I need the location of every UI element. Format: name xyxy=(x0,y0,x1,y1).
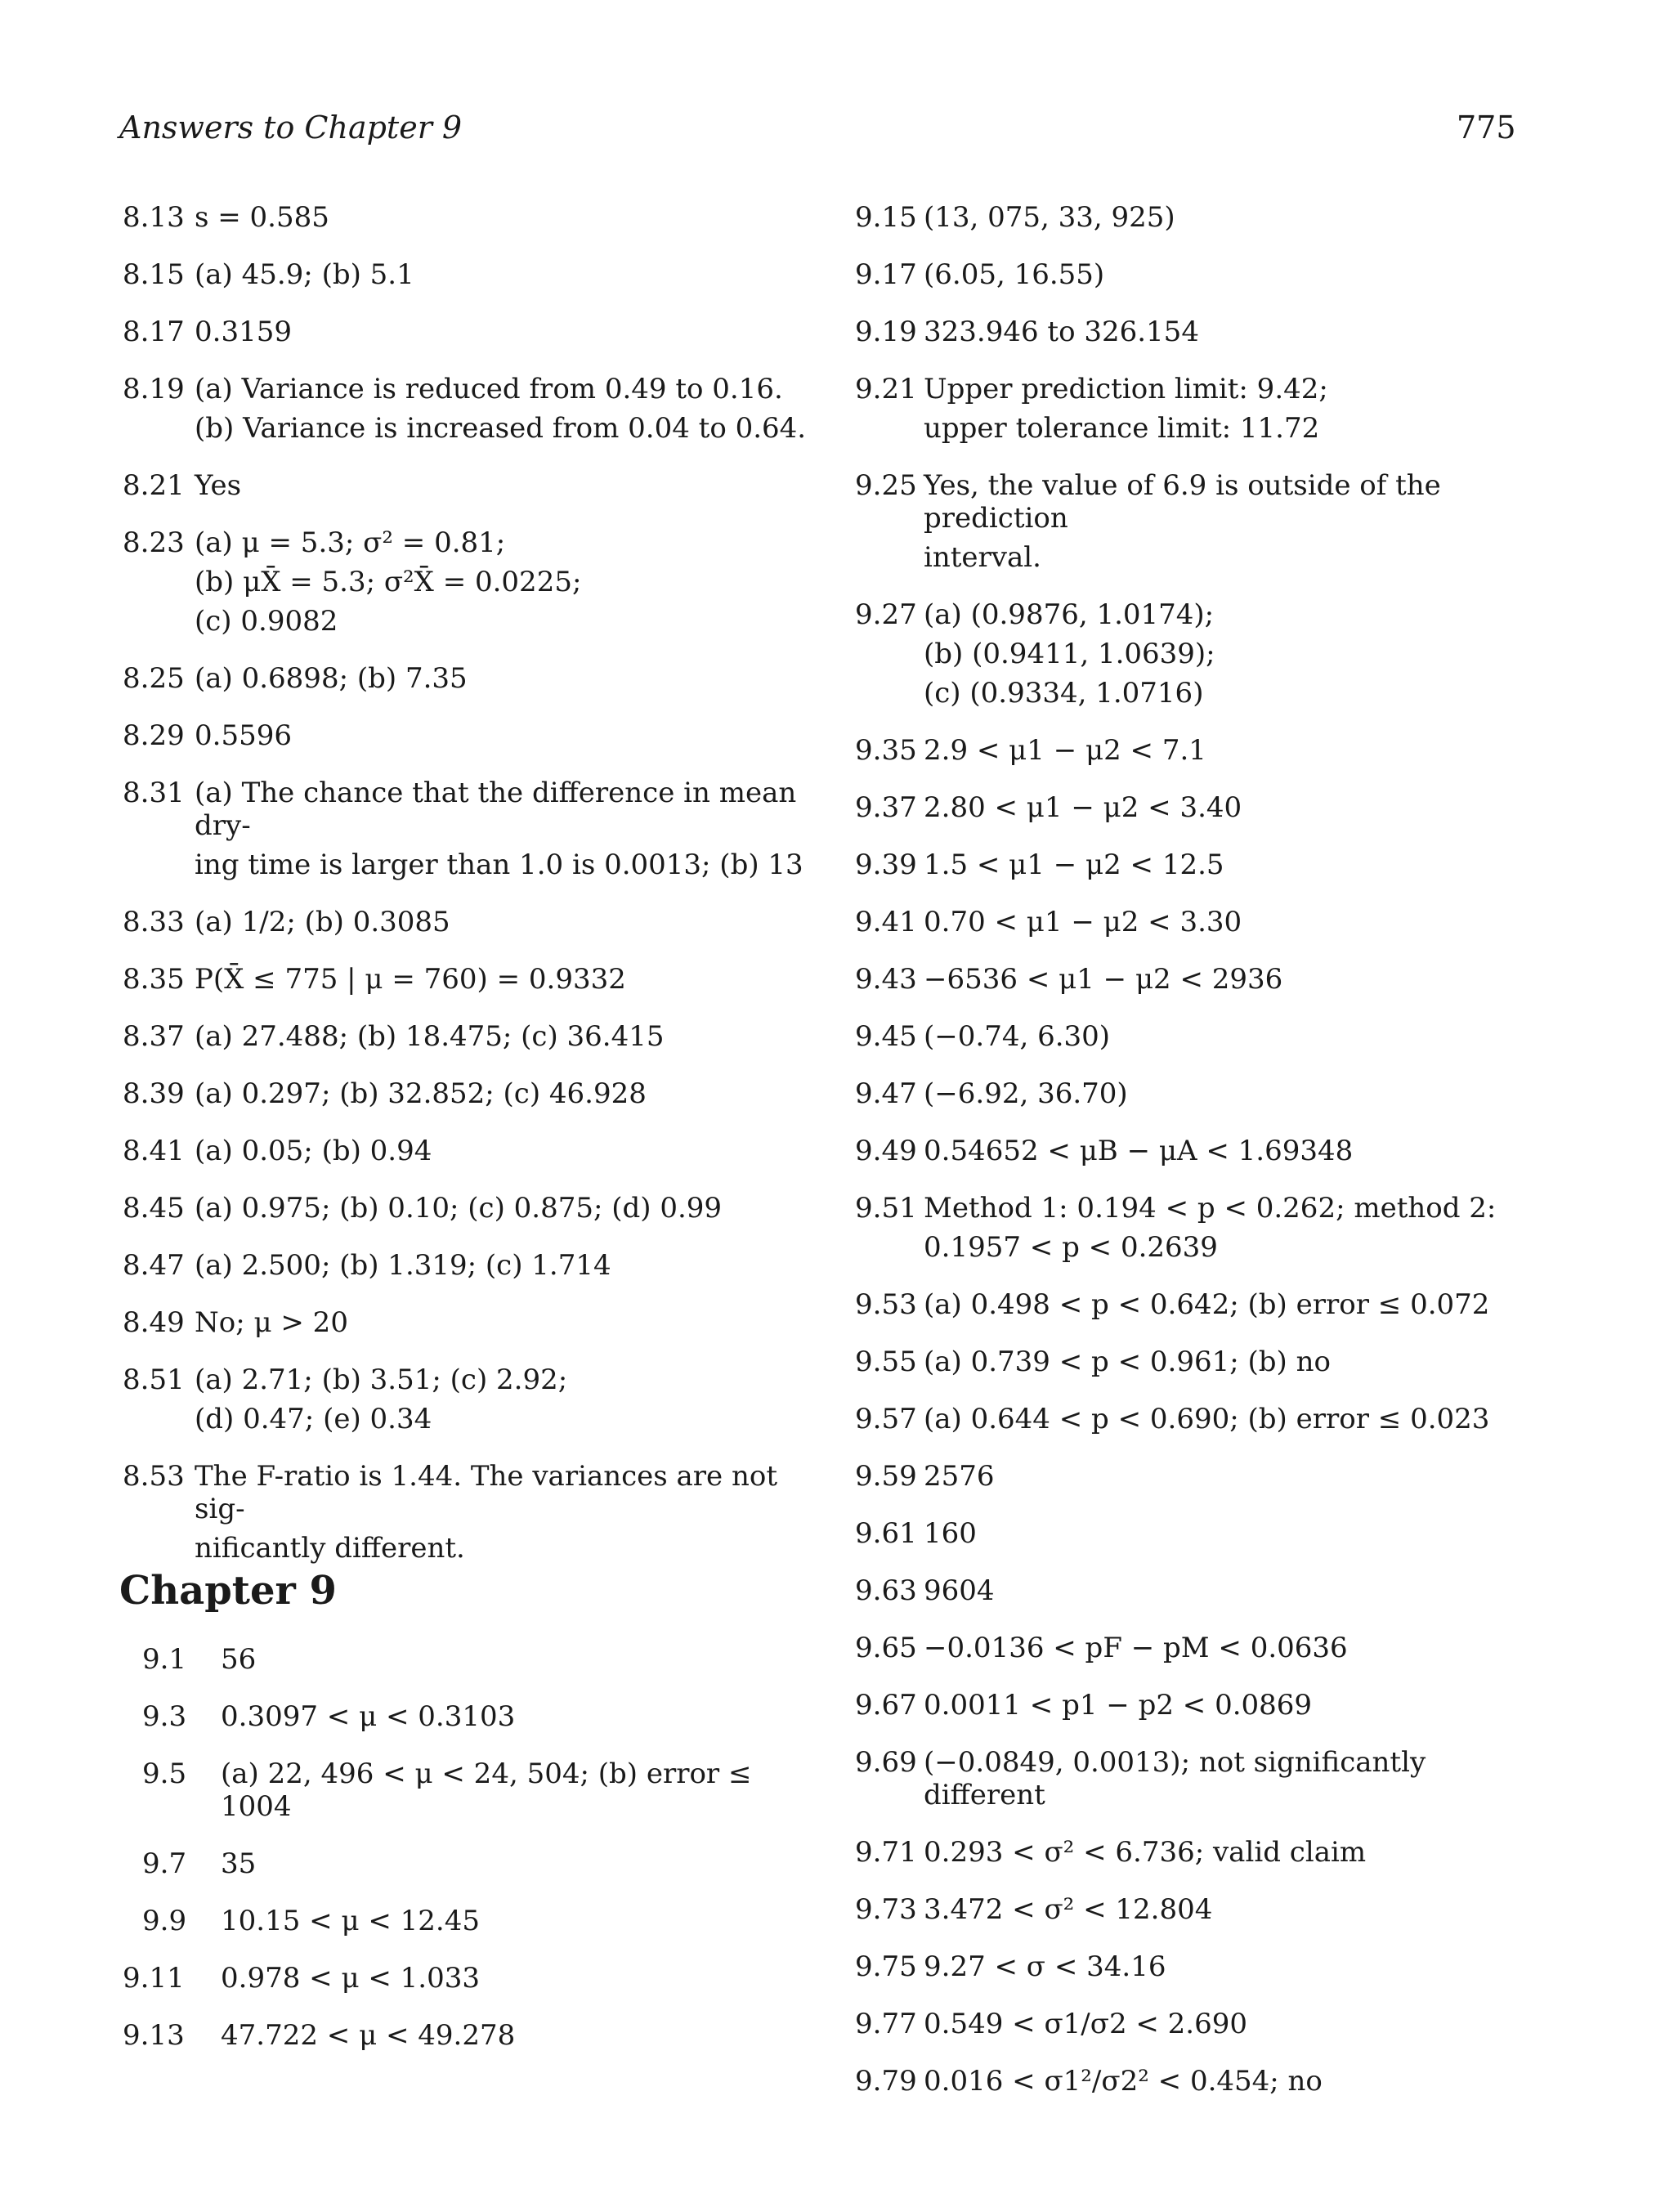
answer-entry xyxy=(855,791,1550,824)
answer-line: 0.0011 < p1 − p2 < 0.0869 xyxy=(924,1689,1313,1722)
answer-text xyxy=(195,1020,834,1053)
answer-line: 0.54652 < μB − μA < 1.69348 xyxy=(924,1135,1354,1167)
answer-entry xyxy=(123,1700,826,1733)
answer-entry xyxy=(855,1135,1550,1167)
answer-text xyxy=(924,1020,1550,1053)
answer-line: 160 xyxy=(924,1517,977,1550)
answer-line: (c) (0.9334, 1.0716) xyxy=(924,677,1204,710)
answer-entry xyxy=(855,1836,1550,1869)
page-number: 775 xyxy=(1457,110,1516,146)
answer-text xyxy=(924,849,1550,881)
right-column xyxy=(855,201,1550,2122)
answer-text xyxy=(221,1758,826,1823)
answer-line: 47.722 < μ < 49.278 xyxy=(221,2019,516,2052)
answer-line: −0.0136 < pF − pM < 0.0636 xyxy=(924,1632,1348,1664)
answer-text xyxy=(195,201,834,234)
answer-line: 9.27 < σ < 34.16 xyxy=(924,1950,1166,1983)
answer-line: 0.549 < σ1/σ2 < 2.690 xyxy=(924,2008,1248,2040)
exercise-number: 9.55 xyxy=(855,1346,917,1378)
answer-line: (c) 0.9082 xyxy=(195,605,338,638)
answer-line: Upper prediction limit: 9.42; xyxy=(924,373,1328,405)
answer-line: 1.5 < μ1 − μ2 < 12.5 xyxy=(924,849,1224,881)
answer-line: Method 1: 0.194 < p < 0.262; method 2: xyxy=(924,1192,1497,1225)
exercise-number: 9.11 xyxy=(123,1962,185,1995)
answer-text xyxy=(221,1905,826,1937)
answer-text xyxy=(924,373,1550,445)
answer-entry xyxy=(855,1077,1550,1110)
answer-entry xyxy=(123,526,834,638)
answer-line: (a) 0.297; (b) 32.852; (c) 46.928 xyxy=(195,1077,647,1110)
answer-entry xyxy=(123,1077,834,1110)
answer-entry xyxy=(123,1192,834,1225)
exercise-number: 9.43 xyxy=(855,963,917,996)
exercise-number: 8.21 xyxy=(123,469,185,502)
exercise-number: 8.47 xyxy=(123,1249,185,1282)
answer-line: P(X̄ ≤ 775 | μ = 760) = 0.9332 xyxy=(195,963,626,996)
left-column xyxy=(123,201,834,1589)
exercise-number: 9.13 xyxy=(123,2019,185,2052)
answer-line: (a) 27.488; (b) 18.475; (c) 36.415 xyxy=(195,1020,665,1053)
exercise-number: 8.45 xyxy=(123,1192,185,1225)
exercise-number: 9.7 xyxy=(142,1847,187,1880)
answer-text xyxy=(924,2008,1550,2040)
answer-line: (a) 0.05; (b) 0.94 xyxy=(195,1135,432,1167)
exercise-number: 9.73 xyxy=(855,1893,917,1926)
answer-text xyxy=(924,1893,1550,1926)
answer-text xyxy=(221,1847,826,1880)
answer-line: −6536 < μ1 − μ2 < 2936 xyxy=(924,963,1283,996)
answer-text xyxy=(924,1192,1550,1264)
exercise-number: 8.39 xyxy=(123,1077,185,1110)
answer-text xyxy=(924,1689,1550,1722)
answer-entry xyxy=(123,662,834,695)
answer-text xyxy=(195,777,834,881)
answer-text xyxy=(195,1135,834,1167)
answer-line: (a) The chance that the difference in mean dry- xyxy=(195,777,797,842)
exercise-number: 9.37 xyxy=(855,791,917,824)
answer-entry xyxy=(855,1460,1550,1493)
exercise-number: 8.33 xyxy=(123,906,185,938)
exercise-number: 8.41 xyxy=(123,1135,185,1167)
answer-line: 2.9 < μ1 − μ2 < 7.1 xyxy=(924,734,1206,767)
answer-text xyxy=(924,1288,1550,1321)
answer-line: upper tolerance limit: 11.72 xyxy=(924,412,1320,445)
answer-line: 35 xyxy=(221,1847,257,1880)
answer-entry xyxy=(123,777,834,881)
answer-text xyxy=(195,662,834,695)
answer-line: No; μ > 20 xyxy=(195,1306,348,1339)
exercise-number: 9.35 xyxy=(855,734,917,767)
chapter-9-entries xyxy=(123,1643,826,2076)
answer-text xyxy=(221,2019,826,2052)
answer-entry xyxy=(855,598,1550,710)
answer-line: (a) 2.71; (b) 3.51; (c) 2.92; xyxy=(195,1363,568,1396)
answer-line: Yes, the value of 6.9 is outside of the prediction xyxy=(924,469,1441,535)
answer-text xyxy=(924,201,1550,234)
answer-line: 56 xyxy=(221,1643,257,1676)
answer-line: (−0.0849, 0.0013); not significantly different xyxy=(924,1746,1426,1811)
answer-text xyxy=(195,1192,834,1225)
answer-text xyxy=(195,1363,834,1435)
exercise-number: 9.19 xyxy=(855,316,917,348)
exercise-number: 8.23 xyxy=(123,526,185,559)
answer-entry xyxy=(855,2008,1550,2040)
answer-entry xyxy=(123,1758,826,1823)
exercise-number: 9.71 xyxy=(855,1836,917,1869)
answer-line: (b) μX̄ = 5.3; σ²X̄ = 0.0225; xyxy=(195,566,582,598)
answer-text xyxy=(924,316,1550,348)
answer-line: (a) 0.975; (b) 0.10; (c) 0.875; (d) 0.99 xyxy=(195,1192,723,1225)
answer-entry xyxy=(855,849,1550,881)
exercise-number: 8.15 xyxy=(123,258,185,291)
exercise-number: 9.1 xyxy=(142,1643,187,1676)
answer-line: 0.293 < σ² < 6.736; valid claim xyxy=(924,1836,1367,1869)
exercise-number: 9.21 xyxy=(855,373,917,405)
exercise-number: 9.53 xyxy=(855,1288,917,1321)
answer-entry xyxy=(855,258,1550,291)
answer-text xyxy=(195,963,834,996)
answer-line: (6.05, 16.55) xyxy=(924,258,1105,291)
exercise-number: 9.69 xyxy=(855,1746,917,1779)
answer-line: 0.978 < μ < 1.033 xyxy=(221,1962,480,1995)
exercise-number: 8.19 xyxy=(123,373,185,405)
answer-line: The F-ratio is 1.44. The variances are not sig- xyxy=(195,1460,778,1525)
answer-entry xyxy=(123,906,834,938)
answer-text xyxy=(195,373,834,445)
exercise-number: 9.47 xyxy=(855,1077,917,1110)
exercise-number: 8.51 xyxy=(123,1363,185,1396)
answer-line: 2576 xyxy=(924,1460,995,1493)
exercise-number: 9.61 xyxy=(855,1517,917,1550)
answer-text xyxy=(924,1632,1550,1664)
answer-text xyxy=(195,1249,834,1282)
answer-line: 323.946 to 326.154 xyxy=(924,316,1199,348)
answer-entry xyxy=(123,1363,834,1435)
answer-text xyxy=(195,1306,834,1339)
answer-line: 0.016 < σ1²/σ2² < 0.454; no xyxy=(924,2065,1323,2098)
answer-line: (a) 1/2; (b) 0.3085 xyxy=(195,906,450,938)
answer-entry xyxy=(855,1020,1550,1053)
answer-line: 0.1957 < p < 0.2639 xyxy=(924,1231,1218,1264)
answer-entry xyxy=(855,201,1550,234)
answer-text xyxy=(924,1517,1550,1550)
exercise-number: 8.13 xyxy=(123,201,185,234)
answer-entry xyxy=(855,963,1550,996)
answer-line: (a) 0.739 < p < 0.961; (b) no xyxy=(924,1346,1331,1378)
exercise-number: 9.67 xyxy=(855,1689,917,1722)
exercise-number: 9.79 xyxy=(855,2065,917,2098)
answer-entry xyxy=(855,734,1550,767)
answer-text xyxy=(195,526,834,638)
exercise-number: 9.17 xyxy=(855,258,917,291)
answer-entry xyxy=(123,373,834,445)
answer-line: 0.3159 xyxy=(195,316,292,348)
answer-text xyxy=(924,1746,1550,1811)
answer-text xyxy=(221,1962,826,1995)
answer-entry xyxy=(123,1249,834,1282)
answer-line: 0.5596 xyxy=(195,719,292,752)
answer-line: (a) 0.6898; (b) 7.35 xyxy=(195,662,468,695)
answer-line: (a) 22, 496 < μ < 24, 504; (b) error ≤ 1004 xyxy=(221,1758,752,1823)
answer-line: (d) 0.47; (e) 0.34 xyxy=(195,1403,432,1435)
answer-line: (a) 45.9; (b) 5.1 xyxy=(195,258,414,291)
exercise-number: 9.59 xyxy=(855,1460,917,1493)
exercise-number: 8.35 xyxy=(123,963,185,996)
answer-text xyxy=(924,1836,1550,1869)
answer-line: (−6.92, 36.70) xyxy=(924,1077,1128,1110)
answer-line: (13, 075, 33, 925) xyxy=(924,201,1175,234)
answer-entry xyxy=(855,469,1550,574)
answer-text xyxy=(924,963,1550,996)
answer-text xyxy=(924,791,1550,824)
answer-entry xyxy=(855,2065,1550,2098)
exercise-number: 9.49 xyxy=(855,1135,917,1167)
answer-entry xyxy=(855,316,1550,348)
answer-line: (b) Variance is increased from 0.04 to 0.64. xyxy=(195,412,807,445)
exercise-number: 9.39 xyxy=(855,849,917,881)
exercise-number: 8.25 xyxy=(123,662,185,695)
answer-entry xyxy=(123,719,834,752)
exercise-number: 9.45 xyxy=(855,1020,917,1053)
answer-text xyxy=(924,906,1550,938)
answer-line: ing time is larger than 1.0 is 0.0013; (b) 13 xyxy=(195,849,803,881)
answer-line: (a) 0.644 < p < 0.690; (b) error ≤ 0.023 xyxy=(924,1403,1490,1435)
answer-entry xyxy=(855,1950,1550,1983)
answer-entry xyxy=(855,373,1550,445)
answer-entry xyxy=(855,1517,1550,1550)
exercise-number: 8.29 xyxy=(123,719,185,752)
answer-line: (−0.74, 6.30) xyxy=(924,1020,1111,1053)
answer-entry xyxy=(855,1689,1550,1722)
answer-entry xyxy=(123,1905,826,1937)
answer-text xyxy=(195,316,834,348)
answer-text xyxy=(195,1460,834,1565)
answer-text xyxy=(924,2065,1550,2098)
answer-entry xyxy=(123,258,834,291)
answer-line: 0.3097 < μ < 0.3103 xyxy=(221,1700,516,1733)
exercise-number: 8.49 xyxy=(123,1306,185,1339)
answer-line: (a) (0.9876, 1.0174); xyxy=(924,598,1215,631)
answer-text xyxy=(924,1077,1550,1110)
answer-entry xyxy=(123,201,834,234)
exercise-number: 9.15 xyxy=(855,201,917,234)
answer-entry xyxy=(123,1135,834,1167)
answer-entry xyxy=(123,1847,826,1880)
answer-line: (a) 2.500; (b) 1.319; (c) 1.714 xyxy=(195,1249,611,1282)
answer-entry xyxy=(123,1962,826,1995)
answer-entry xyxy=(855,1192,1550,1264)
exercise-number: 9.27 xyxy=(855,598,917,631)
running-title: Answers to Chapter 9 xyxy=(119,110,463,146)
answer-text xyxy=(924,1950,1550,1983)
answer-entry xyxy=(123,1460,834,1565)
answer-text xyxy=(195,258,834,291)
answer-text xyxy=(924,1403,1550,1435)
exercise-number: 9.3 xyxy=(142,1700,187,1733)
exercise-number: 9.63 xyxy=(855,1574,917,1607)
answer-text xyxy=(195,719,834,752)
answer-entry xyxy=(123,316,834,348)
answer-entry xyxy=(855,1632,1550,1664)
answer-entry xyxy=(855,1574,1550,1607)
answer-line: (a) Variance is reduced from 0.49 to 0.16. xyxy=(195,373,783,405)
exercise-number: 9.9 xyxy=(142,1905,187,1937)
answer-text xyxy=(924,258,1550,291)
answer-entry xyxy=(855,1893,1550,1926)
answer-line: nificantly different. xyxy=(195,1532,465,1565)
answer-text xyxy=(924,1346,1550,1378)
answer-line: 10.15 < μ < 12.45 xyxy=(221,1905,480,1937)
answer-entry xyxy=(855,906,1550,938)
chapter-heading: Chapter 9 xyxy=(119,1568,337,1614)
answer-text xyxy=(924,734,1550,767)
answer-text xyxy=(924,1574,1550,1607)
answer-entry xyxy=(123,2019,826,2052)
exercise-number: 9.77 xyxy=(855,2008,917,2040)
answer-entry xyxy=(855,1746,1550,1811)
answer-text xyxy=(924,1460,1550,1493)
exercise-number: 9.75 xyxy=(855,1950,917,1983)
exercise-number: 9.41 xyxy=(855,906,917,938)
exercise-number: 9.57 xyxy=(855,1403,917,1435)
answer-entry xyxy=(855,1288,1550,1321)
answer-text xyxy=(221,1700,826,1733)
answer-text xyxy=(195,906,834,938)
answer-entry xyxy=(123,1306,834,1339)
answer-text xyxy=(924,1135,1550,1167)
answer-line: s = 0.585 xyxy=(195,201,329,234)
answer-line: 2.80 < μ1 − μ2 < 3.40 xyxy=(924,791,1242,824)
exercise-number: 8.37 xyxy=(123,1020,185,1053)
answer-entry xyxy=(123,963,834,996)
answer-text xyxy=(195,1077,834,1110)
answer-line: (a) μ = 5.3; σ² = 0.81; xyxy=(195,526,506,559)
answer-line: 3.472 < σ² < 12.804 xyxy=(924,1893,1213,1926)
answer-text xyxy=(195,469,834,502)
answer-line: 9604 xyxy=(924,1574,995,1607)
exercise-number: 9.5 xyxy=(142,1758,187,1790)
answer-entry xyxy=(855,1403,1550,1435)
answer-text xyxy=(924,469,1550,574)
answer-text xyxy=(924,598,1550,710)
exercise-number: 9.65 xyxy=(855,1632,917,1664)
exercise-number: 8.31 xyxy=(123,777,185,809)
exercise-number: 8.53 xyxy=(123,1460,185,1493)
answer-text xyxy=(221,1643,826,1676)
answer-line: (a) 0.498 < p < 0.642; (b) error ≤ 0.072 xyxy=(924,1288,1490,1321)
answer-entry xyxy=(123,1643,826,1676)
exercise-number: 9.25 xyxy=(855,469,917,502)
answer-entry xyxy=(123,1020,834,1053)
answer-line: (b) (0.9411, 1.0639); xyxy=(924,638,1215,670)
answer-line: interval. xyxy=(924,541,1041,574)
answer-line: Yes xyxy=(195,469,242,502)
answer-entry xyxy=(855,1346,1550,1378)
exercise-number: 9.51 xyxy=(855,1192,917,1225)
exercise-number: 8.17 xyxy=(123,316,185,348)
answer-line: 0.70 < μ1 − μ2 < 3.30 xyxy=(924,906,1242,938)
answer-entry xyxy=(123,469,834,502)
